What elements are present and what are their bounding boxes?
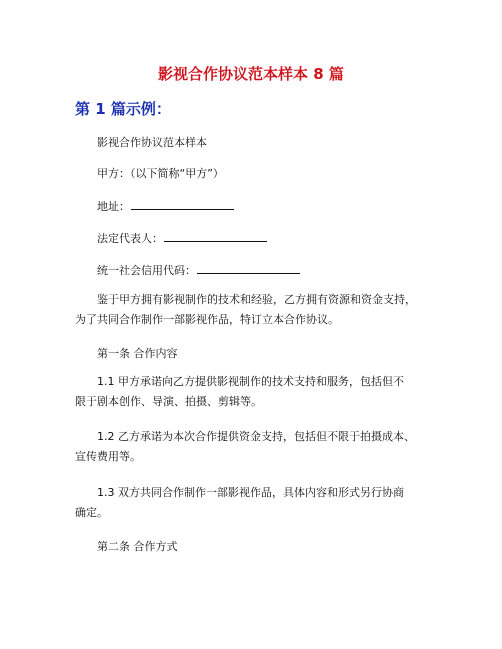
clause-1-2-line-1: 1.2 乙方承诺为本次合作提供资金支持，包括但不限于拍摄成本、	[97, 430, 415, 443]
article-2-title: 第二条 合作方式	[97, 540, 178, 553]
address-line	[97, 197, 472, 217]
article-1-title: 第一条 合作内容	[97, 347, 178, 360]
clause-1-1-line-2: 限于剧本创作、导演、拍摄、剪辑等。	[75, 395, 262, 408]
clause-1-1-line-1: 1.1 甲方承诺向乙方提供影视制作的技术支持和服务，包括但不	[97, 375, 404, 388]
clause-1-3-line-2: 确定。	[75, 506, 108, 519]
clause-1-1	[75, 372, 450, 412]
preamble-line-1: 鉴于甲方拥有影视制作的技术和经验，乙方拥有资源和资金支持，	[97, 293, 416, 306]
preamble-line-2: 为了共同合作制作一部影视作品，特订立本合作协议。	[75, 313, 339, 326]
preamble-paragraph	[75, 290, 450, 330]
clause-1-2-line-2: 宣传费用等。	[75, 450, 141, 463]
clause-1-2	[75, 427, 450, 467]
legal-rep-label: 法定代表人：	[97, 232, 163, 245]
credit-code-blank	[197, 262, 300, 274]
clause-1-3	[75, 483, 450, 523]
agreement-subtitle: 影视合作协议范本样本	[97, 136, 207, 149]
clause-1-3-line-1: 1.3 双方共同合作制作一部影视作品，具体内容和形式另行协商	[97, 486, 404, 499]
section-heading: 第 1 篇示例：	[75, 100, 171, 118]
party-a-line: 甲方：（以下简称“甲方”）	[97, 167, 224, 180]
address-label: 地址：	[97, 200, 130, 213]
credit-code-label: 统一社会信用代码：	[97, 264, 196, 277]
legal-rep-line	[97, 229, 472, 249]
address-blank	[131, 198, 234, 210]
document-title: 影视合作协议范本样本 8 篇	[158, 65, 344, 83]
credit-code-line	[97, 261, 472, 281]
legal-rep-blank	[164, 230, 267, 242]
